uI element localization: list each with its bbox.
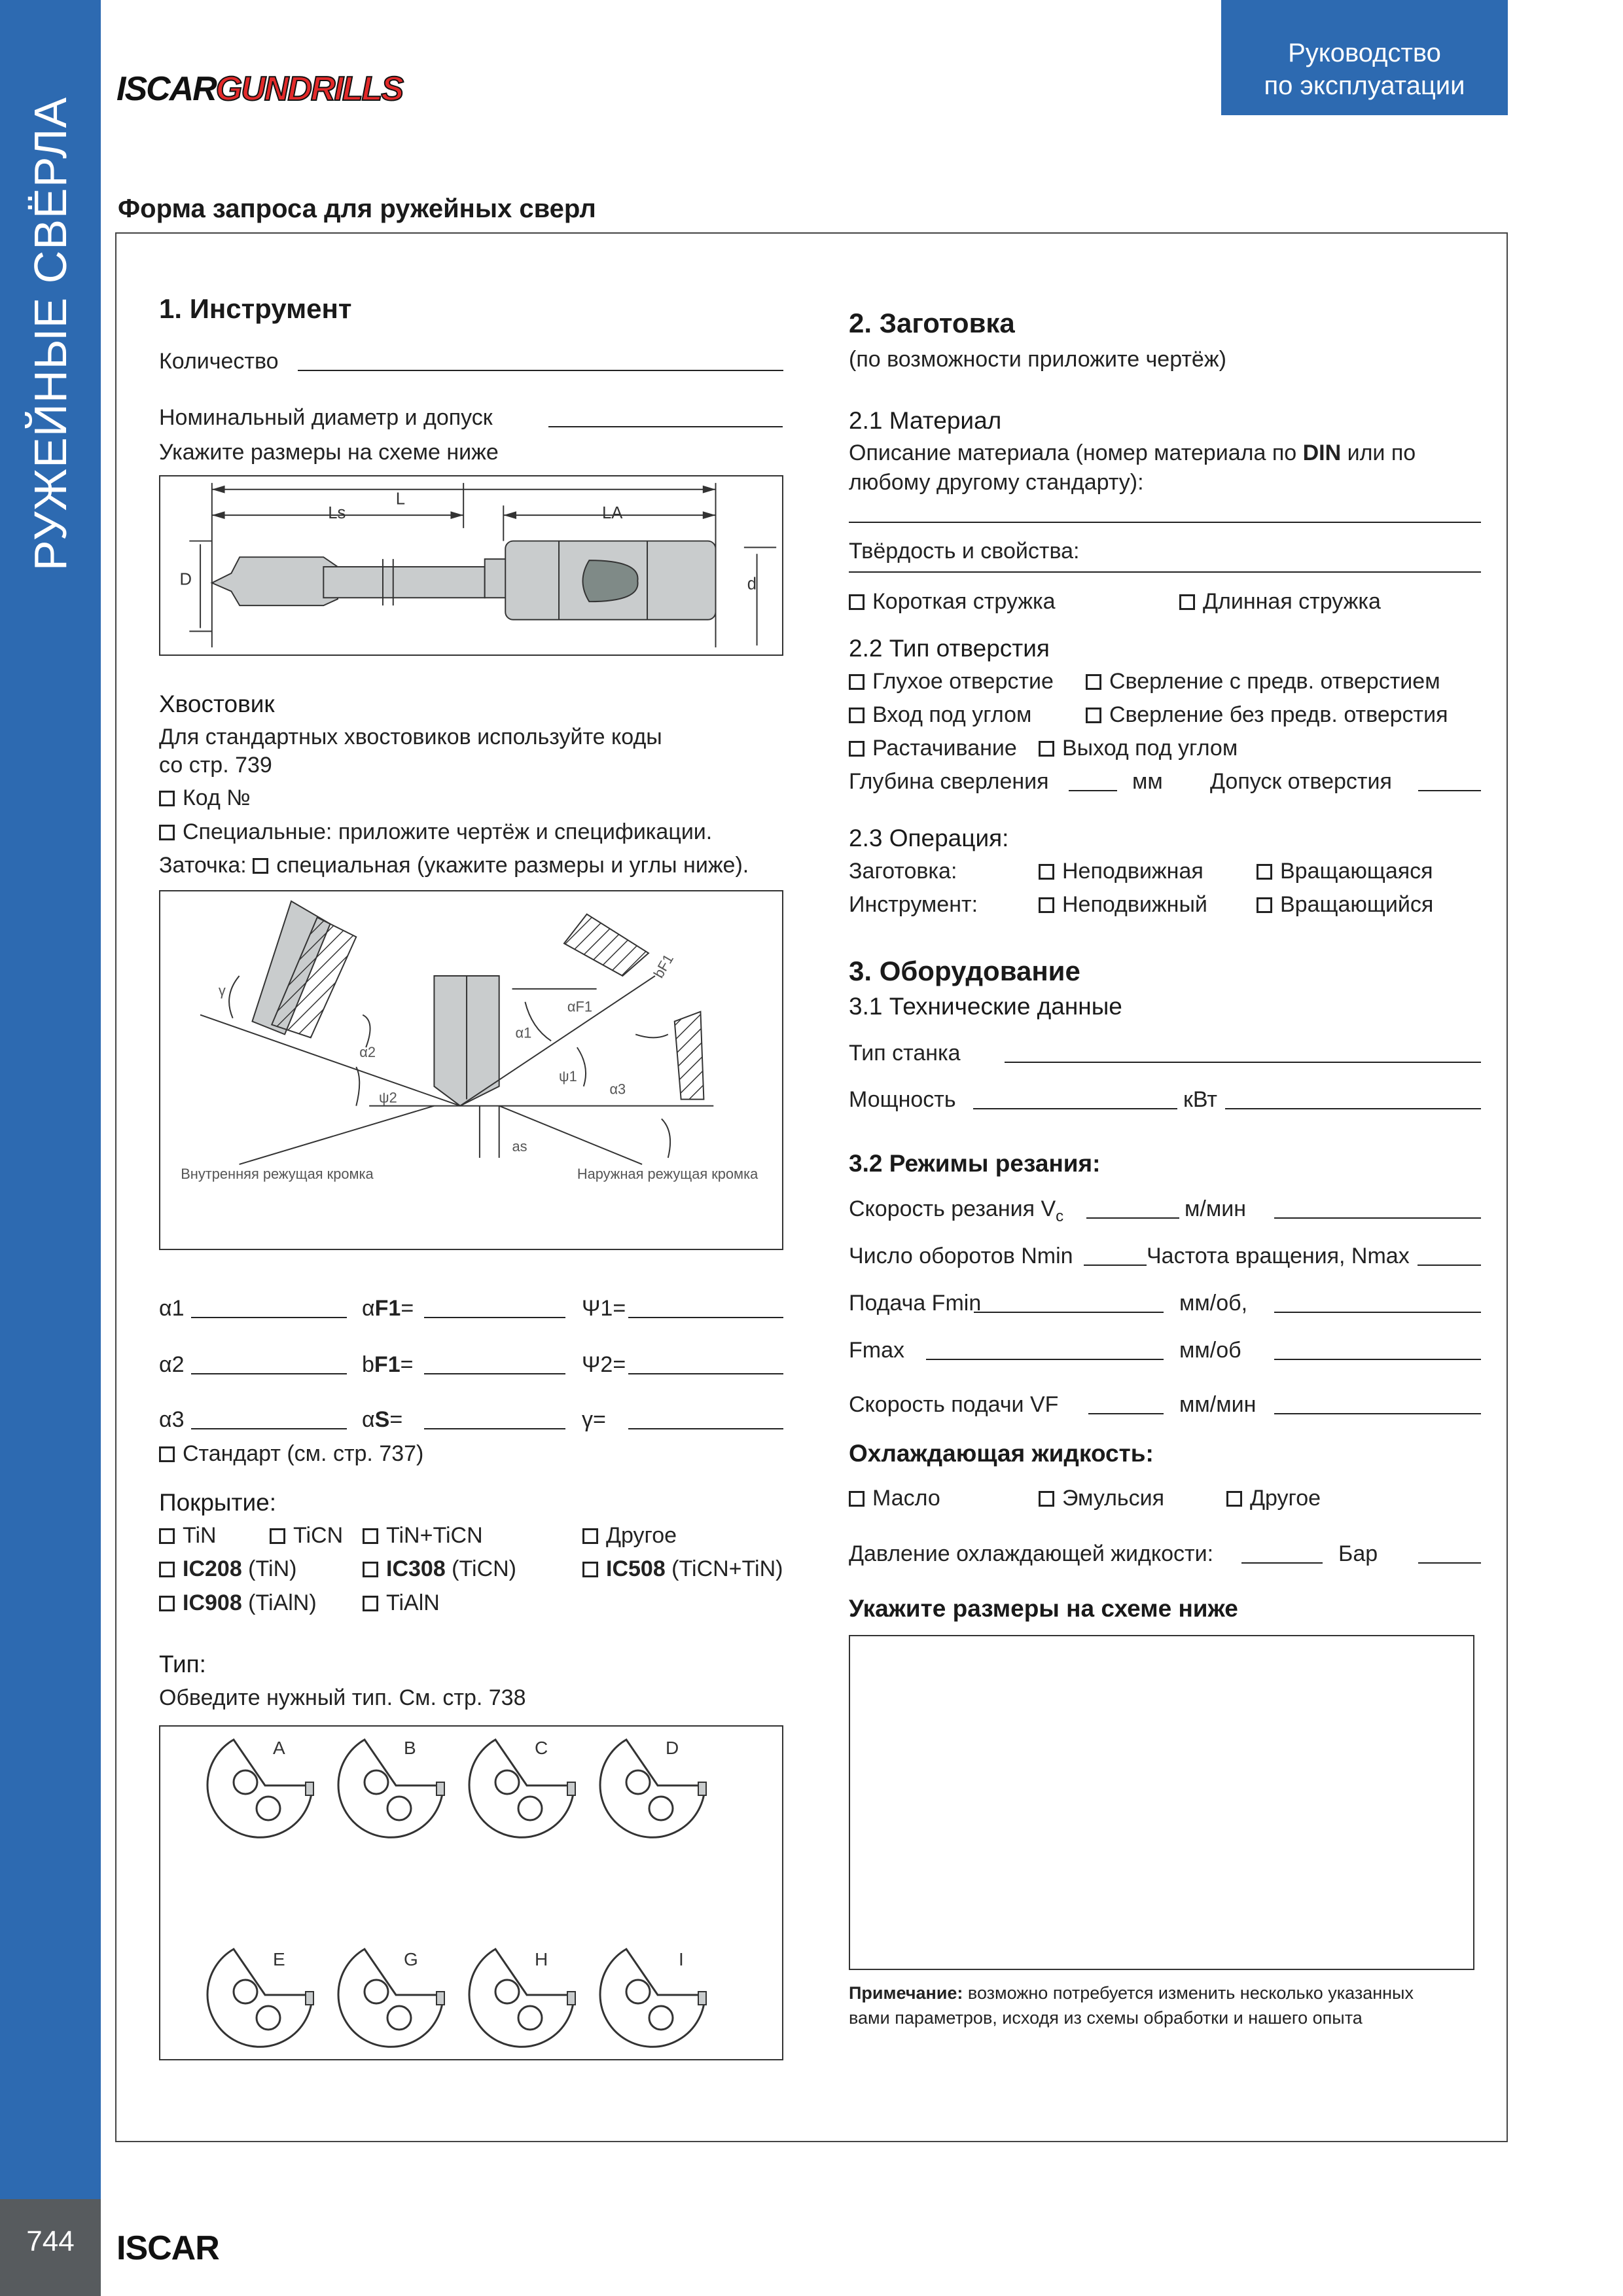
aS-label: αS= <box>362 1407 403 1432</box>
special-checkbox[interactable] <box>159 825 175 840</box>
long-chip-option[interactable]: Длинная стружка <box>1179 589 1381 615</box>
material-desc-1: Описание материала (номер материала по DIN или по <box>849 440 1416 465</box>
pressure-label: Давление охлаждающей жидкости: <box>849 1541 1214 1566</box>
gundrill-dimension-diagram <box>159 475 783 656</box>
tool-rotating-checkbox[interactable] <box>1257 897 1272 913</box>
depth-label: Глубина сверления <box>849 769 1049 794</box>
type-label-g[interactable]: G <box>404 1949 418 1969</box>
geo-a3: α3 <box>609 1081 626 1098</box>
standard-checkbox[interactable] <box>159 1446 175 1462</box>
a1-field[interactable] <box>191 1317 347 1318</box>
tialn-checkbox[interactable] <box>363 1596 378 1611</box>
geo-gamma: γ <box>218 982 226 999</box>
speed-field[interactable] <box>1086 1217 1179 1219</box>
geo-a1: α1 <box>515 1024 532 1041</box>
coating-other[interactable]: Другое <box>582 1523 677 1549</box>
sidebar-title: РУЖЕЙНЫЕ СВЁРЛА <box>25 96 77 571</box>
angled-exit-option[interactable]: Выход под углом <box>1039 736 1238 761</box>
wp-stationary-checkbox[interactable] <box>1039 864 1054 880</box>
label-LA: LA <box>602 504 623 523</box>
fmax-unit: мм/об <box>1179 1338 1241 1363</box>
vf-field[interactable] <box>1088 1413 1164 1414</box>
angled-entry-option[interactable]: Вход под углом <box>849 702 1031 728</box>
angled-entry-checkbox[interactable] <box>849 708 865 723</box>
tin-ticn-checkbox[interactable] <box>363 1528 378 1544</box>
op-tool-label: Инструмент: <box>849 892 978 917</box>
page-number: 744 <box>26 2225 75 2257</box>
ticn-checkbox[interactable] <box>270 1528 285 1544</box>
gamma-label: γ= <box>582 1407 606 1432</box>
speed-field-2[interactable] <box>1274 1217 1481 1219</box>
coating-ic308[interactable]: IC308 (TiCN) <box>363 1556 516 1582</box>
coating-tialn[interactable]: TiAlN <box>363 1590 440 1616</box>
power-unit: кВт <box>1183 1087 1217 1112</box>
vf-unit: мм/мин <box>1179 1392 1257 1417</box>
standard-option[interactable]: Стандарт (см. стр. 737) <box>159 1441 423 1467</box>
tool-stationary-option[interactable]: Неподвижный <box>1039 892 1207 918</box>
geo-outer-edge: Наружная режущая кромка <box>577 1165 758 1182</box>
bF1-field[interactable] <box>424 1373 565 1374</box>
coating-other-checkbox[interactable] <box>582 1528 598 1544</box>
coating-tin[interactable]: TiN <box>159 1523 217 1549</box>
depth-field[interactable] <box>1069 790 1117 791</box>
geo-a2: α2 <box>359 1044 376 1061</box>
manual-tab <box>1221 0 1508 115</box>
workpiece-hint: (по возможности приложите чертёж) <box>849 347 1226 372</box>
coating-ic508[interactable]: IC508 (TiCN+TiN) <box>582 1556 783 1582</box>
fmin-field-2[interactable] <box>1274 1312 1481 1313</box>
label-d: d <box>747 575 757 594</box>
diameter-field[interactable] <box>548 426 783 427</box>
material-field[interactable] <box>849 522 1481 523</box>
geo-inner-edge: Внутренняя режущая кромка <box>181 1165 374 1182</box>
type-label-c[interactable]: C <box>535 1738 548 1758</box>
hardness-field[interactable] <box>849 571 1481 573</box>
pressure-field[interactable] <box>1241 1562 1323 1564</box>
drill-type-panel <box>159 1725 783 2060</box>
with-pre-hole-option[interactable]: Сверление с предв. отверстием <box>1086 669 1440 694</box>
fmin-field[interactable] <box>974 1312 1164 1313</box>
power-label: Мощность <box>849 1087 956 1112</box>
fmax-field-2[interactable] <box>1274 1359 1481 1360</box>
depth-unit: мм <box>1132 769 1163 794</box>
machine-type-field[interactable] <box>1005 1062 1481 1063</box>
coolant-other-checkbox[interactable] <box>1226 1491 1242 1507</box>
geo-as: as <box>512 1138 527 1155</box>
tech-data-heading: 3.1 Технические данные <box>849 993 1122 1020</box>
sharpening-checkbox[interactable] <box>253 858 268 874</box>
nmax-field[interactable] <box>1418 1265 1481 1266</box>
geo-bF1: bF1 <box>650 951 677 981</box>
cutting-modes-heading: 3.2 Режимы резания: <box>849 1150 1101 1177</box>
short-chip-checkbox[interactable] <box>849 594 865 610</box>
dims-hint-label: Укажите размеры на схеме ниже <box>159 440 499 465</box>
code-checkbox[interactable] <box>159 791 175 806</box>
vf-field-2[interactable] <box>1274 1413 1481 1414</box>
nmax-label: Частота вращения, Nmax <box>1147 1244 1410 1268</box>
coating-ticn[interactable]: TiCN <box>270 1523 343 1549</box>
blind-hole-option[interactable]: Глухое отверстие <box>849 669 1054 694</box>
psi1-label: Ψ1= <box>582 1296 626 1321</box>
equipment-heading: 3. Оборудование <box>849 956 1080 986</box>
power-field-2[interactable] <box>1225 1108 1481 1109</box>
a2-label: α2 <box>159 1352 185 1377</box>
long-chip-checkbox[interactable] <box>1179 594 1195 610</box>
ic308-checkbox[interactable] <box>363 1562 378 1577</box>
oil-option[interactable]: Масло <box>849 1486 940 1511</box>
manual-tab-line2: по эксплуатации <box>1264 71 1465 100</box>
operation-heading: 2.3 Операция: <box>849 825 1009 852</box>
label-D: D <box>179 570 192 589</box>
shank-heading: Хвостовик <box>159 691 275 717</box>
iscar-gundrills-logo: ISCARGUNDRILLS <box>116 70 403 108</box>
geo-psi2: ψ2 <box>379 1089 397 1106</box>
fmin-label: Подача Fmin <box>849 1291 982 1316</box>
coolant-other-option[interactable]: Другое <box>1226 1486 1321 1511</box>
op-workpiece-label: Заготовка: <box>849 859 957 884</box>
type-label-d[interactable]: D <box>666 1738 679 1758</box>
aS-field[interactable] <box>424 1428 565 1429</box>
form-title: Форма запроса для ружейных сверл <box>118 194 596 223</box>
without-pre-hole-option[interactable]: Сверление без предв. отверстия <box>1086 702 1448 728</box>
tin-checkbox[interactable] <box>159 1528 175 1544</box>
ic508-checkbox[interactable] <box>582 1562 598 1577</box>
aF1-label: αF1= <box>362 1296 414 1321</box>
footer-brand: ISCAR <box>116 2229 219 2267</box>
special-option[interactable]: Специальные: приложите чертёж и спецификации. <box>159 819 712 845</box>
psi2-field[interactable] <box>628 1373 783 1374</box>
pressure-unit: Бар <box>1338 1541 1378 1566</box>
blind-hole-checkbox[interactable] <box>849 674 865 690</box>
note-line-2: вами параметров, исходя из схемы обработки и нашего опыта <box>849 2008 1363 2028</box>
coating-tin-ticn[interactable]: TiN+TiCN <box>363 1523 483 1549</box>
machine-type-label: Тип станка <box>849 1041 961 1066</box>
a3-field[interactable] <box>191 1428 347 1429</box>
label-Ls: Ls <box>328 504 346 523</box>
power-field[interactable] <box>973 1108 1177 1109</box>
tolerance-label: Допуск отверстия <box>1210 769 1392 794</box>
pressure-field-2[interactable] <box>1418 1562 1481 1564</box>
speed-unit: м/мин <box>1185 1196 1246 1221</box>
wp-rotating-option[interactable]: Вращающаяся <box>1257 859 1433 884</box>
label-L: L <box>395 490 405 509</box>
material-heading: 2.1 Материал <box>849 407 1002 434</box>
tool-rotating-option[interactable]: Вращающийся <box>1257 892 1433 918</box>
sharpening-option[interactable]: Заточка: специальная (укажите размеры и углы ниже). <box>159 853 749 878</box>
quantity-field[interactable] <box>298 370 783 371</box>
shank-text-2: со стр. 739 <box>159 753 272 778</box>
psi2-label: Ψ2= <box>582 1352 626 1377</box>
type-label-h[interactable]: H <box>535 1949 548 1969</box>
wp-stationary-option[interactable]: Неподвижная <box>1039 859 1204 884</box>
fmax-label: Fmax <box>849 1338 904 1363</box>
manual-tab-line1: Руководство <box>1288 39 1441 67</box>
hardness-label: Твёрдость и свойства: <box>849 539 1080 564</box>
aF1-field[interactable] <box>424 1317 565 1318</box>
type-label-a[interactable]: A <box>273 1738 285 1758</box>
without-pre-hole-checkbox[interactable] <box>1086 708 1101 723</box>
coating-ic208[interactable]: IC208 (TiN) <box>159 1556 296 1582</box>
type-label-b[interactable]: B <box>404 1738 416 1758</box>
type-heading: Тип: <box>159 1651 206 1677</box>
geo-aF1: αF1 <box>567 998 593 1015</box>
wp-rotating-checkbox[interactable] <box>1257 864 1272 880</box>
a2-field[interactable] <box>191 1373 347 1374</box>
type-label-e[interactable]: E <box>273 1949 285 1969</box>
equipment-dims-hint: Укажите размеры на схеме ниже <box>849 1595 1238 1622</box>
tool-stationary-checkbox[interactable] <box>1039 897 1054 913</box>
gamma-field[interactable] <box>628 1428 783 1429</box>
with-pre-hole-checkbox[interactable] <box>1086 674 1101 690</box>
coating-heading: Покрытие: <box>159 1489 277 1516</box>
ic908-checkbox[interactable] <box>159 1596 175 1611</box>
a3-label: α3 <box>159 1407 185 1432</box>
tool-heading: 1. Инструмент <box>159 293 352 324</box>
a1-label: α1 <box>159 1296 185 1321</box>
cutting-geometry-diagram <box>159 890 783 1250</box>
fmin-unit: мм/об, <box>1179 1291 1248 1316</box>
emulsion-option[interactable]: Эмульсия <box>1039 1486 1164 1511</box>
boring-option[interactable]: Растачивание <box>849 736 1017 761</box>
ic208-checkbox[interactable] <box>159 1562 175 1577</box>
psi1-field[interactable] <box>628 1317 783 1318</box>
nmin-label: Число оборотов Nmin <box>849 1244 1073 1268</box>
nmin-field[interactable] <box>1084 1265 1147 1266</box>
angled-exit-checkbox[interactable] <box>1039 741 1054 757</box>
short-chip-option[interactable]: Короткая стружка <box>849 589 1056 615</box>
geo-psi1: ψ1 <box>559 1067 577 1085</box>
drill-type-profiles <box>160 1727 782 2059</box>
workpiece-heading: 2. Заготовка <box>849 308 1015 338</box>
sketch-area[interactable] <box>849 1635 1474 1970</box>
coolant-heading: Охлаждающая жидкость: <box>849 1440 1154 1467</box>
fmax-field[interactable] <box>926 1359 1164 1360</box>
code-option[interactable]: Код № <box>159 785 251 811</box>
bF1-label: bF1= <box>362 1352 414 1377</box>
vf-label: Скорость подачи VF <box>849 1392 1059 1417</box>
coating-ic908[interactable]: IC908 (TiAlN) <box>159 1590 317 1616</box>
diameter-label: Номинальный диаметр и допуск <box>159 405 493 430</box>
shank-text-1: Для стандартных хвостовиков используйте коды <box>159 725 662 749</box>
quantity-label: Количество <box>159 349 279 374</box>
oil-checkbox[interactable] <box>849 1491 865 1507</box>
material-desc-2: любому другому стандарту): <box>849 470 1144 495</box>
note-line-1: Примечание: возможно потребуется изменить несколько указанных <box>849 1983 1414 2003</box>
hole-type-heading: 2.2 Тип отверстия <box>849 635 1050 662</box>
speed-label: Скорость резания $V_c$ <box>849 1196 1064 1225</box>
emulsion-checkbox[interactable] <box>1039 1491 1054 1507</box>
boring-checkbox[interactable] <box>849 741 865 757</box>
type-label-i[interactable]: I <box>679 1949 684 1969</box>
tolerance-field[interactable] <box>1418 790 1481 791</box>
type-hint: Обведите нужный тип. См. стр. 738 <box>159 1685 526 1710</box>
